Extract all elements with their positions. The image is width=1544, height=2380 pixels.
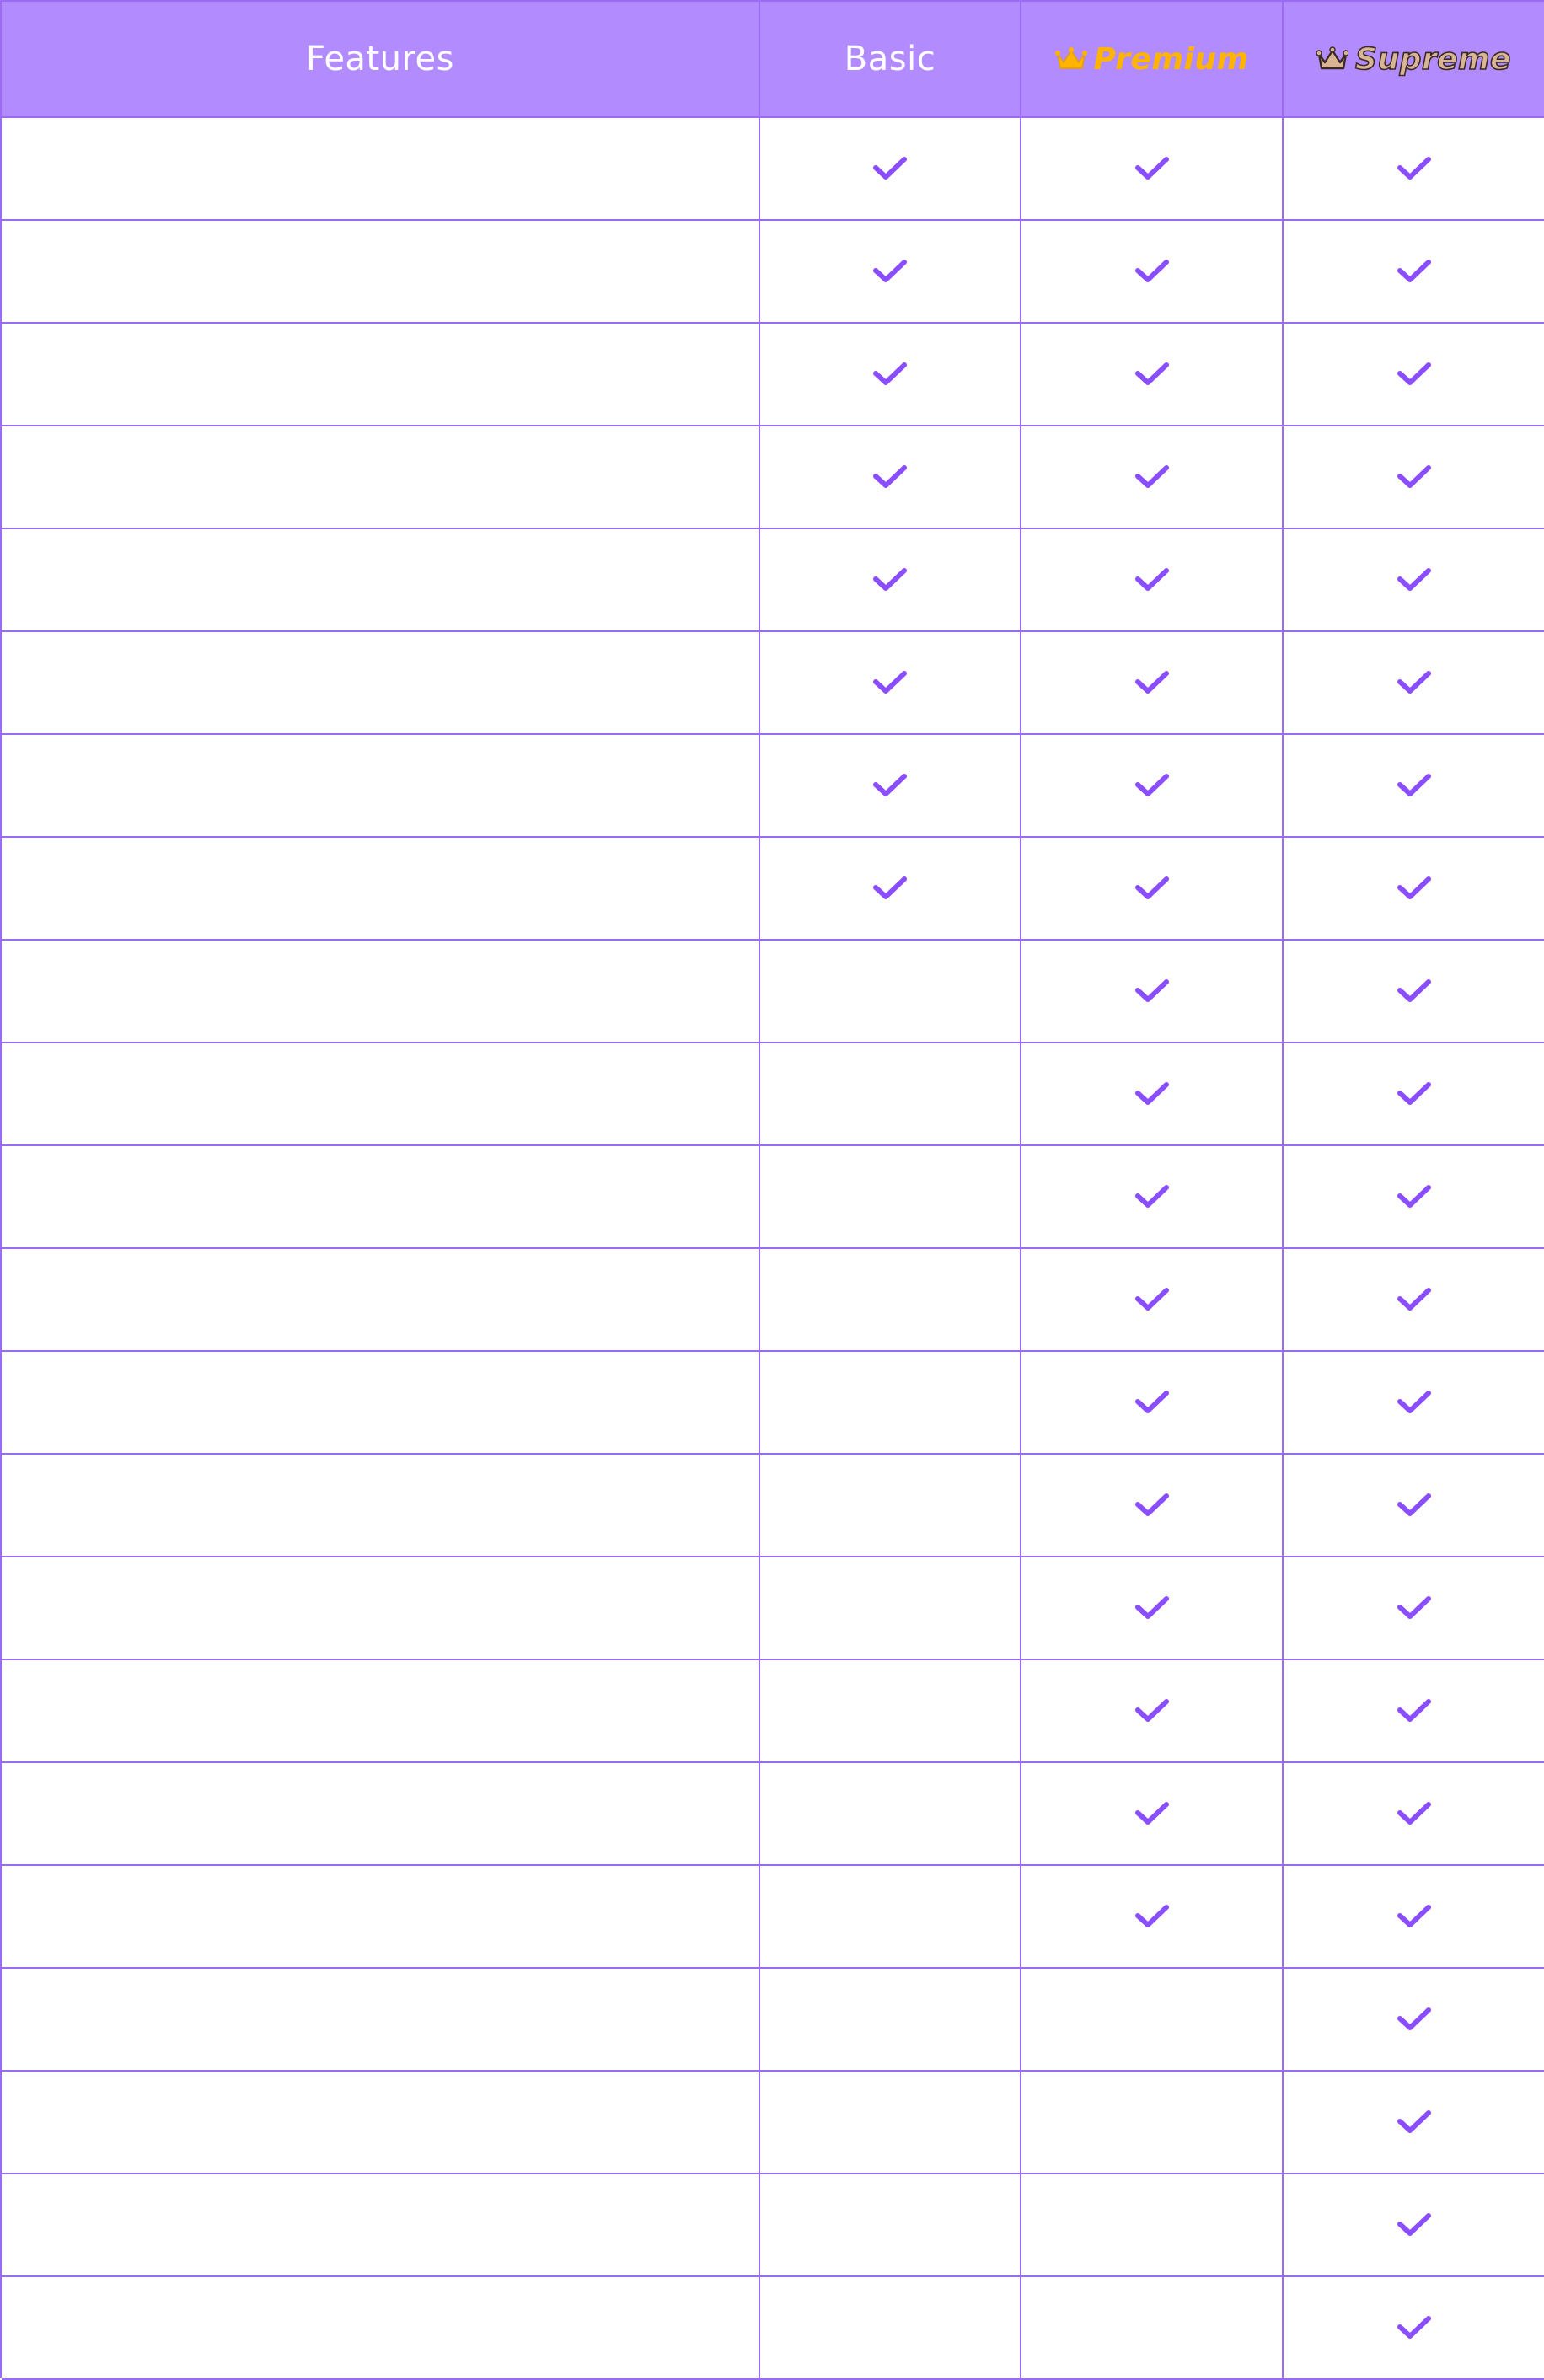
supreme-cell bbox=[1284, 2072, 1544, 2174]
supreme-cell bbox=[1284, 1043, 1544, 1146]
supreme-cell bbox=[1284, 735, 1544, 838]
check-icon bbox=[1133, 1902, 1171, 1931]
premium-cell bbox=[1021, 632, 1284, 735]
supreme-cell bbox=[1284, 1660, 1544, 1763]
basic-cell bbox=[760, 632, 1021, 735]
check-icon bbox=[1133, 977, 1171, 1005]
supreme-cell bbox=[1284, 529, 1544, 632]
check-icon bbox=[1133, 771, 1171, 800]
basic-cell bbox=[760, 1763, 1021, 1866]
feature-cell bbox=[2, 221, 760, 324]
feature-cell bbox=[2, 529, 760, 632]
premium-cell bbox=[1021, 1866, 1284, 1969]
premium-cell bbox=[1021, 426, 1284, 529]
feature-cell bbox=[2, 426, 760, 529]
check-icon bbox=[1133, 1285, 1171, 1314]
basic-cell bbox=[760, 1557, 1021, 1660]
feature-cell bbox=[2, 2174, 760, 2277]
premium-cell bbox=[1021, 2174, 1284, 2277]
check-icon bbox=[1395, 874, 1434, 903]
premium-cell bbox=[1021, 1146, 1284, 1249]
check-icon bbox=[871, 874, 909, 903]
feature-cell bbox=[2, 1969, 760, 2072]
check-icon bbox=[1133, 1182, 1171, 1211]
basic-cell bbox=[760, 2174, 1021, 2277]
feature-cell bbox=[2, 1557, 760, 1660]
check-icon bbox=[1395, 771, 1434, 800]
supreme-cell bbox=[1284, 632, 1544, 735]
basic-cell bbox=[760, 324, 1021, 426]
supreme-header bbox=[1316, 42, 1511, 77]
feature-cell bbox=[2, 1249, 760, 1352]
premium-cell bbox=[1021, 118, 1284, 221]
basic-cell bbox=[760, 1146, 1021, 1249]
basic-cell bbox=[760, 1969, 1021, 2072]
feature-cell bbox=[2, 1763, 760, 1866]
feature-cell bbox=[2, 838, 760, 941]
premium-cell bbox=[1021, 1969, 1284, 2072]
premium-header bbox=[1055, 42, 1249, 77]
supreme-cell bbox=[1284, 2277, 1544, 2380]
premium-cell bbox=[1021, 1763, 1284, 1866]
supreme-cell bbox=[1284, 118, 1544, 221]
basic-cell bbox=[760, 2072, 1021, 2174]
basic-cell bbox=[760, 426, 1021, 529]
supreme-cell bbox=[1284, 1763, 1544, 1866]
check-icon bbox=[871, 771, 909, 800]
supreme-cell bbox=[1284, 1352, 1544, 1455]
check-icon bbox=[1395, 1388, 1434, 1417]
feature-cell bbox=[2, 941, 760, 1043]
check-icon bbox=[871, 360, 909, 389]
crown-icon bbox=[1316, 46, 1348, 72]
premium-cell bbox=[1021, 941, 1284, 1043]
supreme-cell bbox=[1284, 941, 1544, 1043]
supreme-cell bbox=[1284, 221, 1544, 324]
check-icon bbox=[1395, 1182, 1434, 1211]
premium-cell bbox=[1021, 1660, 1284, 1763]
check-icon bbox=[1395, 668, 1434, 697]
check-icon bbox=[1395, 2313, 1434, 2342]
basic-cell bbox=[760, 1455, 1021, 1557]
basic-cell bbox=[760, 221, 1021, 324]
supreme-cell bbox=[1284, 838, 1544, 941]
feature-cell bbox=[2, 2072, 760, 2174]
header-premium bbox=[1021, 2, 1284, 118]
feature-cell bbox=[2, 1866, 760, 1969]
feature-cell bbox=[2, 632, 760, 735]
supreme-cell bbox=[1284, 426, 1544, 529]
basic-cell bbox=[760, 1352, 1021, 1455]
supreme-header-label: Supreme bbox=[1355, 41, 1511, 77]
premium-cell bbox=[1021, 1352, 1284, 1455]
feature-cell bbox=[2, 1455, 760, 1557]
check-icon bbox=[1395, 2005, 1434, 2034]
basic-cell bbox=[760, 838, 1021, 941]
feature-cell bbox=[2, 1043, 760, 1146]
supreme-cell bbox=[1284, 1455, 1544, 1557]
check-icon bbox=[1133, 1080, 1171, 1108]
premium-cell bbox=[1021, 324, 1284, 426]
premium-header-label: Premium bbox=[1093, 41, 1249, 77]
basic-cell bbox=[760, 1866, 1021, 1969]
check-icon bbox=[1395, 1799, 1434, 1828]
check-icon bbox=[1133, 257, 1171, 286]
header-features bbox=[2, 2, 760, 118]
feature-cell bbox=[2, 1352, 760, 1455]
premium-cell bbox=[1021, 735, 1284, 838]
supreme-cell bbox=[1284, 1557, 1544, 1660]
check-icon bbox=[1395, 566, 1434, 594]
check-icon bbox=[1133, 668, 1171, 697]
feature-cell bbox=[2, 324, 760, 426]
basic-cell bbox=[760, 1043, 1021, 1146]
check-icon bbox=[1133, 1491, 1171, 1520]
basic-header-label: Basic bbox=[844, 40, 936, 78]
feature-cell bbox=[2, 2277, 760, 2380]
feature-cell bbox=[2, 118, 760, 221]
check-icon bbox=[1395, 360, 1434, 389]
premium-cell bbox=[1021, 1455, 1284, 1557]
feature-cell bbox=[2, 1146, 760, 1249]
check-icon bbox=[1395, 1594, 1434, 1622]
header-basic bbox=[760, 2, 1021, 118]
check-icon bbox=[1133, 874, 1171, 903]
basic-cell bbox=[760, 941, 1021, 1043]
premium-cell bbox=[1021, 2277, 1284, 2380]
check-icon bbox=[1395, 463, 1434, 491]
check-icon bbox=[871, 463, 909, 491]
check-icon bbox=[1133, 1799, 1171, 1828]
features-header-label: Features bbox=[306, 40, 454, 78]
premium-cell bbox=[1021, 1043, 1284, 1146]
check-icon bbox=[1395, 2211, 1434, 2239]
check-icon bbox=[1133, 360, 1171, 389]
basic-cell bbox=[760, 2277, 1021, 2380]
check-icon bbox=[1133, 566, 1171, 594]
basic-cell bbox=[760, 1249, 1021, 1352]
feature-cell bbox=[2, 735, 760, 838]
check-icon bbox=[1133, 1697, 1171, 1725]
check-icon bbox=[1395, 1491, 1434, 1520]
supreme-cell bbox=[1284, 324, 1544, 426]
check-icon bbox=[1395, 1285, 1434, 1314]
check-icon bbox=[1395, 2108, 1434, 2136]
supreme-cell bbox=[1284, 2174, 1544, 2277]
check-icon bbox=[1395, 977, 1434, 1005]
premium-cell bbox=[1021, 221, 1284, 324]
check-icon bbox=[1133, 1594, 1171, 1622]
check-icon bbox=[871, 668, 909, 697]
check-icon bbox=[1395, 154, 1434, 183]
basic-cell bbox=[760, 735, 1021, 838]
check-icon bbox=[1395, 1080, 1434, 1108]
premium-cell bbox=[1021, 2072, 1284, 2174]
premium-cell bbox=[1021, 1249, 1284, 1352]
check-icon bbox=[871, 154, 909, 183]
check-icon bbox=[1133, 154, 1171, 183]
basic-cell bbox=[760, 529, 1021, 632]
check-icon bbox=[871, 257, 909, 286]
check-icon bbox=[1395, 1902, 1434, 1931]
check-icon bbox=[1133, 1388, 1171, 1417]
check-icon bbox=[1395, 257, 1434, 286]
premium-cell bbox=[1021, 529, 1284, 632]
feature-cell bbox=[2, 1660, 760, 1763]
basic-cell bbox=[760, 1660, 1021, 1763]
check-icon bbox=[1395, 1697, 1434, 1725]
premium-cell bbox=[1021, 838, 1284, 941]
supreme-cell bbox=[1284, 1249, 1544, 1352]
supreme-cell bbox=[1284, 1969, 1544, 2072]
premium-cell bbox=[1021, 1557, 1284, 1660]
check-icon bbox=[1133, 463, 1171, 491]
supreme-cell bbox=[1284, 1146, 1544, 1249]
basic-cell bbox=[760, 118, 1021, 221]
supreme-cell bbox=[1284, 1866, 1544, 1969]
check-icon bbox=[871, 566, 909, 594]
header-supreme bbox=[1284, 2, 1544, 118]
crown-icon bbox=[1055, 46, 1087, 72]
